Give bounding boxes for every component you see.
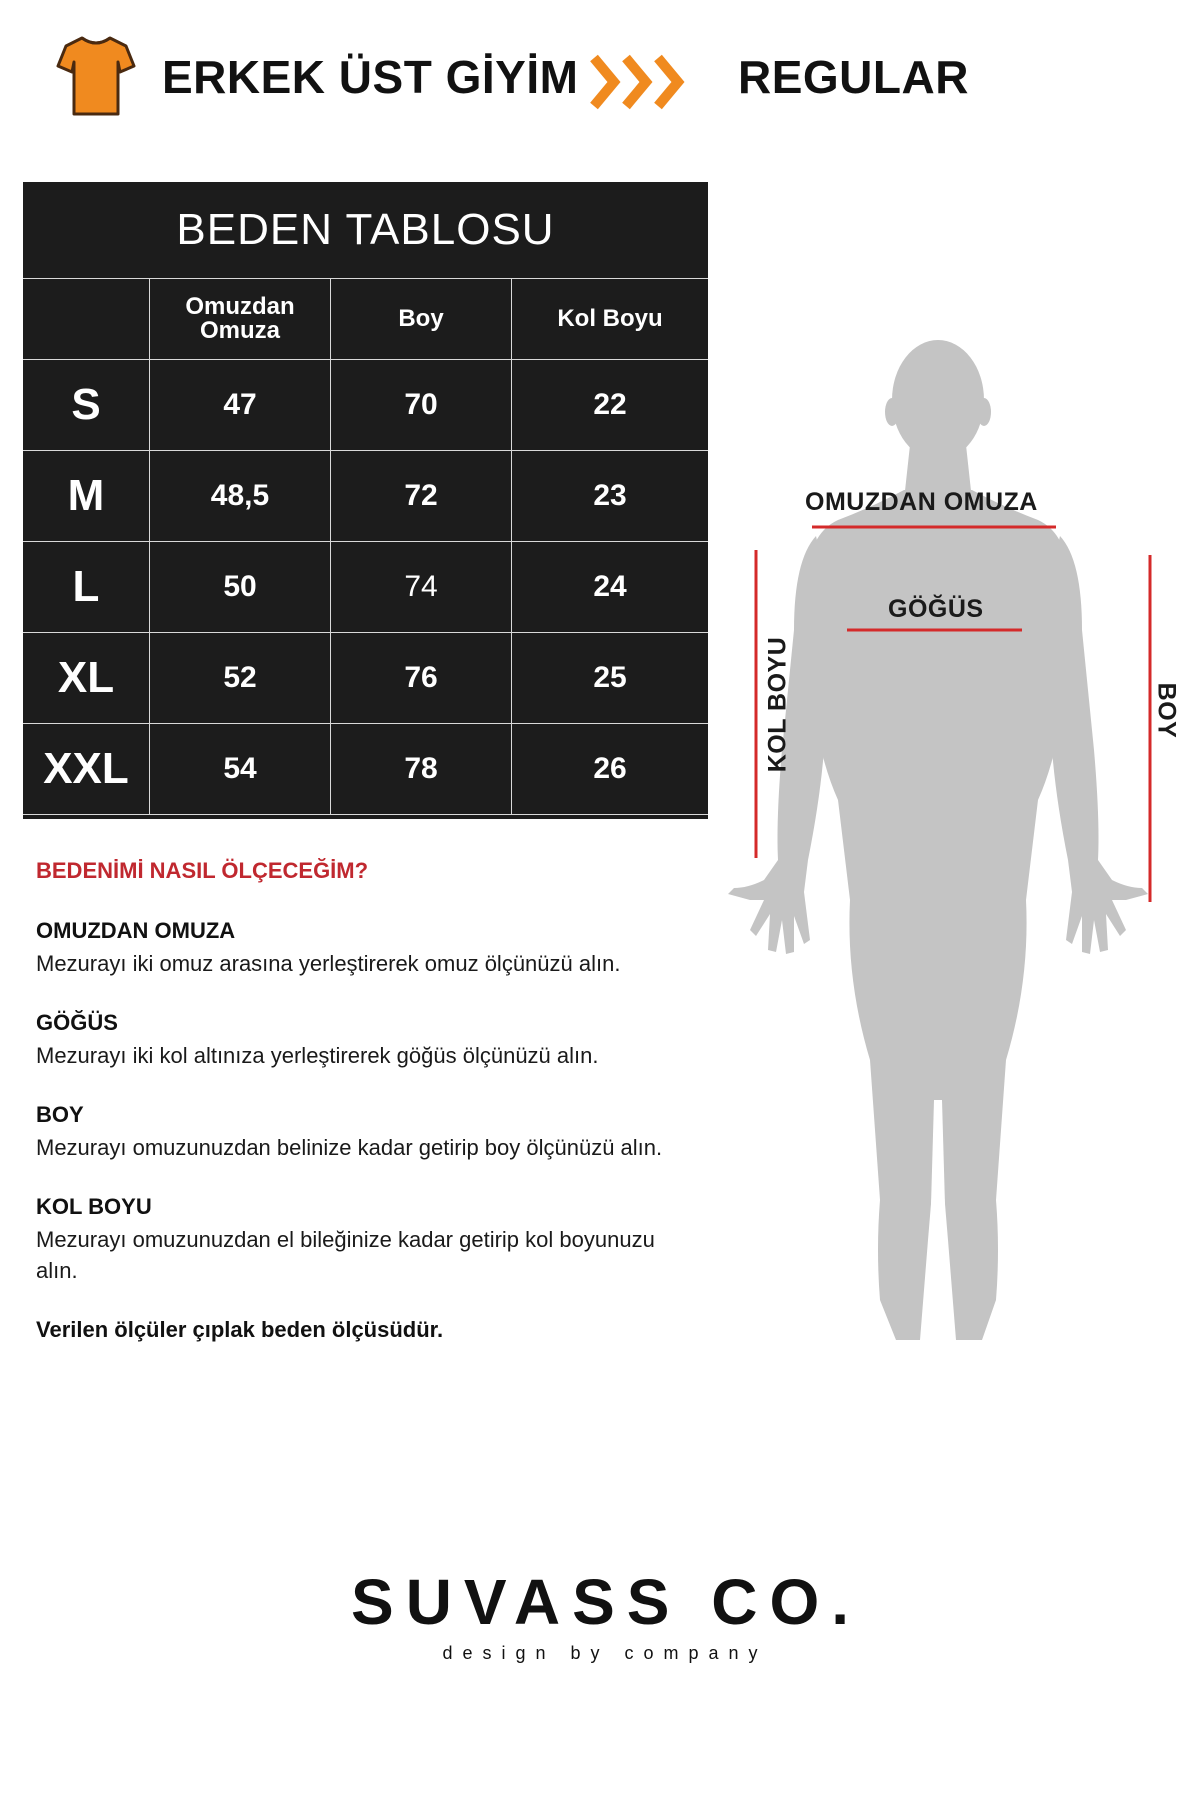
sleeve-cell: 25 (511, 633, 708, 723)
shoulder-cell: 50 (149, 542, 330, 632)
guide-item-text: Mezurayı iki omuz arasına yerleştirerek omuz ölçünüzü alın. (36, 951, 621, 976)
chest-label: GÖĞÜS (888, 595, 984, 623)
guide-item-shoulder (36, 918, 716, 979)
category-title: ERKEK ÜST GİYİM (162, 51, 579, 103)
length-cell: 70 (330, 360, 511, 450)
column-header-sleeve: Kol Boyu (511, 279, 708, 359)
guide-item-sleeve (36, 1194, 716, 1286)
table-row (23, 450, 708, 541)
shoulder-cell: 52 (149, 633, 330, 723)
shoulder-label: OMUZDAN OMUZA (805, 488, 1038, 516)
table-header-row (23, 278, 708, 359)
table-bottom-border (23, 814, 708, 819)
size-cell: M (67, 471, 105, 520)
length-cell: 72 (330, 451, 511, 541)
shoulder-cell: 47 (149, 360, 330, 450)
guide-item-text: Mezurayı iki kol altınıza yerleştirerek göğüs ölçünüzü alın. (36, 1043, 599, 1068)
size-cell: XXL (43, 744, 129, 793)
size-cell: L (72, 562, 100, 611)
column-header-size (23, 279, 149, 359)
shoulder-cell: 48,5 (149, 451, 330, 541)
guide-item-text: Mezurayı omuzunuzdan belinize kadar getirip boy ölçünüzü alın. (36, 1135, 663, 1160)
table-row (23, 541, 708, 632)
length-cell: 76 (330, 633, 511, 723)
size-table (23, 182, 708, 819)
length-cell: 74 (330, 542, 511, 632)
sleeve-label: KOL BOYU (763, 636, 792, 773)
guide-item-title: KOL BOYU (36, 1194, 152, 1219)
fit-label: REGULAR (738, 51, 969, 103)
guide-note: Verilen ölçüler çıplak beden ölçüsüdür. (36, 1317, 444, 1342)
column-header-shoulder: Omuzdan Omuza (149, 279, 330, 359)
guide-item-chest (36, 1010, 716, 1071)
table-title: BEDEN TABLOSU (176, 205, 555, 254)
measurement-guide (36, 858, 716, 1343)
table-row (23, 359, 708, 450)
body-figure (720, 340, 1181, 1360)
column-header-length: Boy (330, 279, 511, 359)
brand-tagline: design by company (442, 1643, 768, 1663)
brand-block (0, 1565, 1200, 1664)
size-cell: XL (57, 653, 115, 702)
guide-item-text: Mezurayı omuzunuzdan el bileğinize kadar getirip kol boyunuzu alın. (36, 1227, 655, 1283)
triple-chevron-right-icon (590, 54, 688, 110)
table-row (23, 632, 708, 723)
size-cell: S (71, 380, 101, 429)
length-cell: 78 (330, 724, 511, 814)
guide-item-title: GÖĞÜS (36, 1010, 118, 1035)
brand-name: SUVASS CO. (351, 1566, 861, 1638)
tshirt-icon (56, 32, 136, 120)
page-header (0, 0, 1200, 160)
guide-item-title: OMUZDAN OMUZA (36, 918, 236, 943)
guide-item-title: BOY (36, 1102, 84, 1127)
length-label: BOY (1152, 682, 1181, 739)
shoulder-cell: 54 (149, 724, 330, 814)
guide-item-length (36, 1102, 716, 1163)
sleeve-cell: 23 (511, 451, 708, 541)
table-row (23, 723, 708, 814)
sleeve-cell: 26 (511, 724, 708, 814)
guide-heading: BEDENİMİ NASIL ÖLÇECEĞİM? (36, 858, 369, 883)
sleeve-cell: 24 (511, 542, 708, 632)
sleeve-cell: 22 (511, 360, 708, 450)
